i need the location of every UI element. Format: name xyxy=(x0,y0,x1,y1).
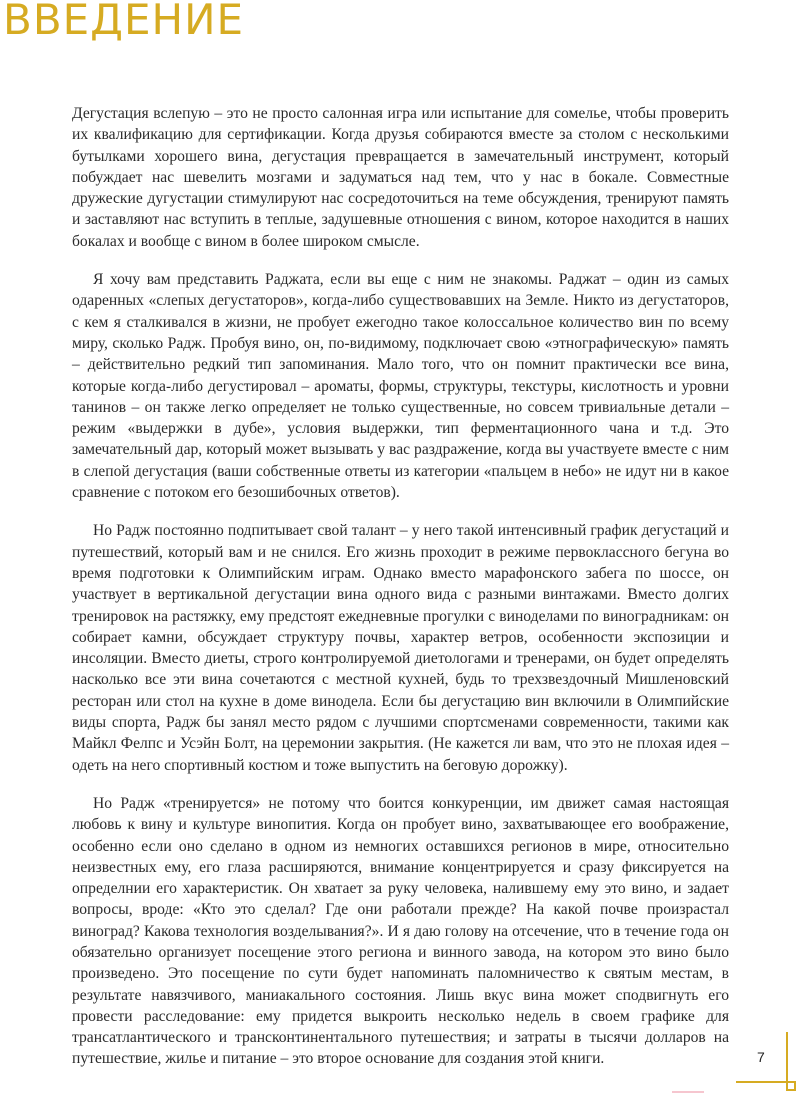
paragraph-3: Но Радж постоянно подпитывает свой талант – у него такой интенсивный график дегустаций и путешествий, который вам и не снился. Его жизнь проходит в режиме первоклассного бегуна во время подготовки к Олимпийским играм. Однако вместо марафонского забега по шоссе, он участвует в вертикальной дегустации вина одного вида с разными винтажами. Вместо долгих тренировок на растяжку, ему предстоят ежедневные прогулки с виноделами по виноградникам: он собирает камни, обсуждает структуру почвы, характер ветров, особенности экспозиции и инсоляции. Вместо диеты, строго контролируемой диетологами и тренерами, он будет определять насколько все эти вина сочетаются с местной кухней, будь то трехзвездочный Мишленовский ресторан или стол на кухне в доме винодела. Если бы дегустацию вин включили в Олимпийские виды спорта, Радж бы занял место рядом с лучшими спортсменами современности, такими как Майкл Фелпс и Усэйн Болт, на церемонии закрытия. (Не кажется ли вам, что это не плохая идея – одеть на него спортивный костюм и тоже выпустить на беговую дорожку). xyxy=(72,522,729,774)
paragraph-2: Я хочу вам представить Раджата, если вы еще с ним не знакомы. Раджат – один из самых одаренных «слепых дегустаторов», когда-либо существовавших на Земле. Никто из дегустаторов, с кем я сталкивался в жизни, не пробует ежегодно такое колоссальное количество вин по всему миру, сколько Радж. Пробуя вино, он, по-видимому, подключает свою «этнографическую» память – действительно редкий тип запоминания. Мало того, что он помнит практически все вина, которые когда-либо дегустировал – ароматы, формы, структуры, текстуры, кислотность и уровни танинов – он также легко определяет не только существенные, но совсем тривиальные детали – режим «выдержки в дубе», условия выдержки, тип ферментационного чана и т.д. Это замечательный дар, который может вызывать у вас раздражение, когда вы участвуете вместе с ним в слепой дегустация (ваши собственные ответы из категории «пальцем в небо» не идут ни в какое сравнение с потоком его безошибочных ответов). xyxy=(72,271,729,502)
page-number: 7 xyxy=(757,1049,765,1065)
paragraph-4: Но Радж «тренируется» не потому что боится конкуренции, им движет самая настоящая любовь к вину и культуре винопития. Когда он пробует вино, захватывающее его воображение, особенно если оно сделано в одном из немногих оставшихся регионов в мире, относительно неизвестных ему, его глаза расширяются, внимание концентрируется и сразу фиксируется на определнии его характеристик. Он хватает за руку человека, налившему ему это вино, и задает вопросы, вроде: «Кто это сделал? Где они работали прежде? На какой почве произрастал виноград? Какова технология возделывания?». И я даю голову на отсечение, что в течение года он обязательно организует посещение этого региона и винного завода, на котором это вино было произведено. Это посещение по сути будет напоминать паломничество к святым местам, в результате навязчивого, маниакального состояния. Лишь вкус вина может сподвигнуть его провести расследование: ему придется выкроить несколько недель в своем графике для трансатлантического и трансконтинентального путешествия; и затраты в тысячи долларов на путешествие, жилье и питание – это второе основание для создания этой книги. xyxy=(72,794,729,1068)
paragraph-1: Дегустация вслепую – это не просто салонная игра или испытание для сомелье, чтобы проверить их квалификацию для сертификации. Когда друзья собираются вместе за столом с несколькими бутылками хорошего вина, дегустация превращается в замечательный инструмент, который побуждает нас шевелить мозгами и задуматься над тем, что у нас в бокале. Совместные дружеские дугустации стимулируют нас сосредоточиться на теме обсуждения, тренируют память и заставляют нас вступить в теплые, задушевные отношения с вином, которое находится в наших бокалах и вообще с вином в более широком смысле. xyxy=(72,105,729,250)
corner-mark-vertical-line xyxy=(786,1032,788,1082)
body-text xyxy=(72,103,729,1087)
corner-mark-square-icon xyxy=(786,1081,796,1091)
corner-mark-horizontal-line xyxy=(736,1081,787,1083)
page-title: ВВЕДЕНИЕ xyxy=(3,0,245,44)
decorative-pink-mark xyxy=(672,1091,704,1093)
